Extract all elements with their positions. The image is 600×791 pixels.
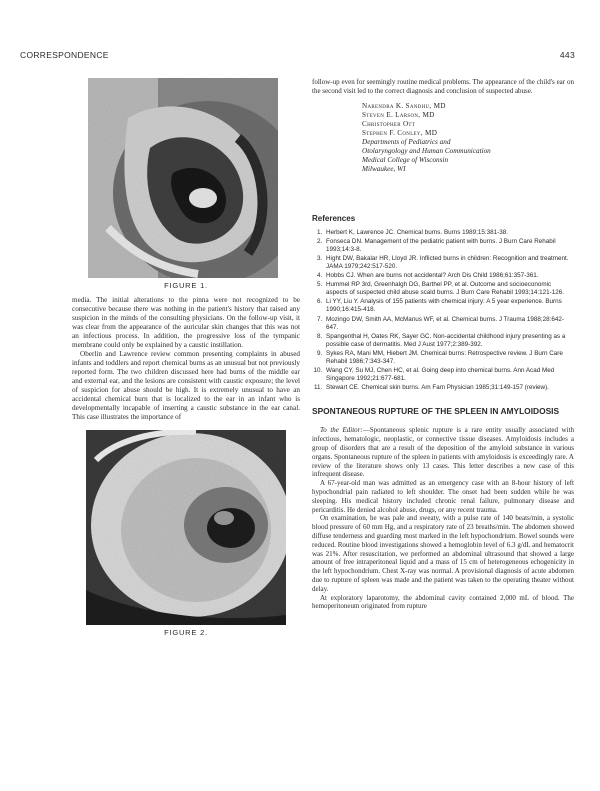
- body-paragraph: Oberlin and Lawrence review common presenting complaints in abused infants and toddlers and report chemical burns as an unusual but not previously reported form. The two children discussed here had burns of the middle ear and external ear, and the lesions are consistent with caustic exposure; the level of suspicion for abuse should be high. It is extremely unusual to have an accidental chemical burn that is localized to the ear in an infant who is developmentally incapable of inserting a caustic substance in the ear canal. This case illustrates the importance of: [72, 350, 300, 421]
- left-column: [72, 78, 300, 643]
- body-paragraph: media. The initial alterations to the pinna were not recognized to be consecutive because there was nothing in the patient's history that raised any suspicion in the minds of the consulting physicians. On the follow-up visit, it was clear from the appearance of the auricular skin changes that this was not an infectious process. In addition, the progressive loss of the tympanic membrane could only be explained by a caustic instillation.: [72, 296, 300, 349]
- author-name: Narendra K. Sandhu, MD: [362, 101, 446, 110]
- reference-item: 1. Herbert K, Lawrence JC. Chemical burns. Burns 1989;15:381-38.: [324, 229, 574, 237]
- reference-item: 11. Stewart CE. Chemical skin burns. Am Fam Physician 1985;31:149-157 (review).: [324, 384, 574, 392]
- author-name: Christopher Ott: [362, 119, 416, 128]
- reference-list: [312, 229, 574, 393]
- author-name: Stephen F. Conley, MD: [362, 128, 438, 137]
- references-heading: References: [312, 213, 356, 223]
- running-head: [20, 50, 575, 64]
- article-title: SPONTANEOUS RUPTURE OF THE SPLEEN IN AMYLOIDOSIS: [312, 406, 560, 417]
- page-number: 443: [559, 50, 575, 60]
- affiliation-line: Medical College of Wisconsin: [362, 155, 449, 164]
- body-paragraph: A 67-year-old man was admitted as an emergency case with an 8-hour history of left hypochondrial pain radiated to left shoulder. The onset had been sudden while he was sleeping. His medical history included chronic renal failure, pulmonary disease and pericarditis. He denied alcohol abuse, drugs, or any recent trauma.: [312, 479, 574, 514]
- reference-item: 4. Hobbs CJ. When are burns not accidental? Arch Dis Child 1986;61:357-361.: [324, 272, 574, 280]
- right-column: [312, 78, 574, 611]
- affiliation-line: Milwaukee, WI: [362, 164, 406, 173]
- figure-2-caption: FIGURE 2.: [164, 628, 208, 637]
- affiliation-line: Departments of Pediatrics and: [362, 137, 451, 146]
- reference-item: 3. Hight DW, Bakalar HR, Lloyd JR. Inflicted burns in children: Recognition and treatment. JAMA 1979;242:517-520.: [324, 255, 574, 271]
- reference-item: 7. Mozingo DW, Smith AA, McManus WF, et al. Chemical burns. J Trauma 1988;28:642-647.: [324, 316, 574, 332]
- body-paragraph: On examination, he was pale and sweaty, with a pulse rate of 140 beats/min, a systolic blood pressure of 60 mm Hg, and a respiratory rate of 23 breaths/min. The abdomen showed diffuse tenderness and guarding most marked in the left hypochondrium. Bowel sounds were reduced. Routine blood investigations showed a hemoglobin level of 6.3 g/dL and hematocrit was 21%. After resuscitation, we performed an abdominal ultrasound that showed a large amount of free intraperitoneal liquid and a mass of 15 cm of heterogeneous echogenicity in the left hypochondrium. Chest X-ray was normal. A provisional diagnosis of acute abdomen due to rupture of spleen was made and the patient was taken to the operating theater without delay.: [312, 514, 574, 593]
- salutation: To the Editor:: [320, 426, 363, 435]
- figure-1-photo: [88, 78, 278, 278]
- reference-item: 9. Sykes RA, Mani MM, Hiebert JM. Chemical burns: Retrospective review. J Burn Care Rehabil 1986;7:343-347.: [324, 350, 574, 366]
- section-title: CORRESPONDENCE: [20, 50, 109, 60]
- reference-item: 6. Li YY, Liu Y. Analysis of 155 patients with chemical injury: A 5 year experience. Burns 1990;16:415-418.: [324, 298, 574, 314]
- body-paragraph: At exploratory laparotomy, the abdominal cavity contained 2,000 mL of blood. The hemoperitoneum originated from rupture: [312, 593, 574, 611]
- author-name: Steven E. Larson, MD: [362, 110, 435, 119]
- affiliation-line: Otolaryngology and Human Communication: [362, 146, 491, 155]
- reference-item: 2. Fonseca DN. Management of the pediatric patient with burns. J Burn Care Rehabil 1993;14:3-8.: [324, 238, 574, 254]
- reference-item: 10. Wang CY, Su MJ, Chen HC, et al. Going deep into chemical burns. Ann Acad Med Singapore 1992;21:677-681.: [324, 367, 574, 383]
- reference-item: 8. Spangenthal H, Oates RK, Sayer GC. Non-accidental childhood injury presenting as a possible case of dermatitis. Med J Aust 1977;2:389-392.: [324, 333, 574, 349]
- body-paragraph: follow-up even for seemingly routine medical problems. The appearance of the child's ear on the second visit led to the correct diagnosis and conclusion of suspected abuse.: [312, 78, 574, 95]
- reference-item: 5. Hummel RP 3rd, Greenhalgh DG, Barthel PP, et al. Outcome and socioeconomic aspects of suspected child abuse scald burns. J Burn Care Rehabil 1993;14:121-126.: [324, 281, 574, 297]
- author-signature: [362, 102, 574, 174]
- figure-1-caption: FIGURE 1.: [164, 281, 208, 290]
- paragraph-text: —Spontaneous splenic rupture is a rare entity usually associated with infectious, hematologic, neoplastic, or connective tissue diseases. Amyloidosis includes a group of disorders that are a result of the deposition of the amyloid substance in various organs. Spontaneous rupture of the spleen in patients with amyloidosis is exceedingly rare. A review of the literature shows only 13 cases. This letter describes a new case of this infrequent disease.: [312, 426, 574, 479]
- figure-2-photo: [86, 430, 286, 625]
- body-paragraph: [312, 426, 574, 479]
